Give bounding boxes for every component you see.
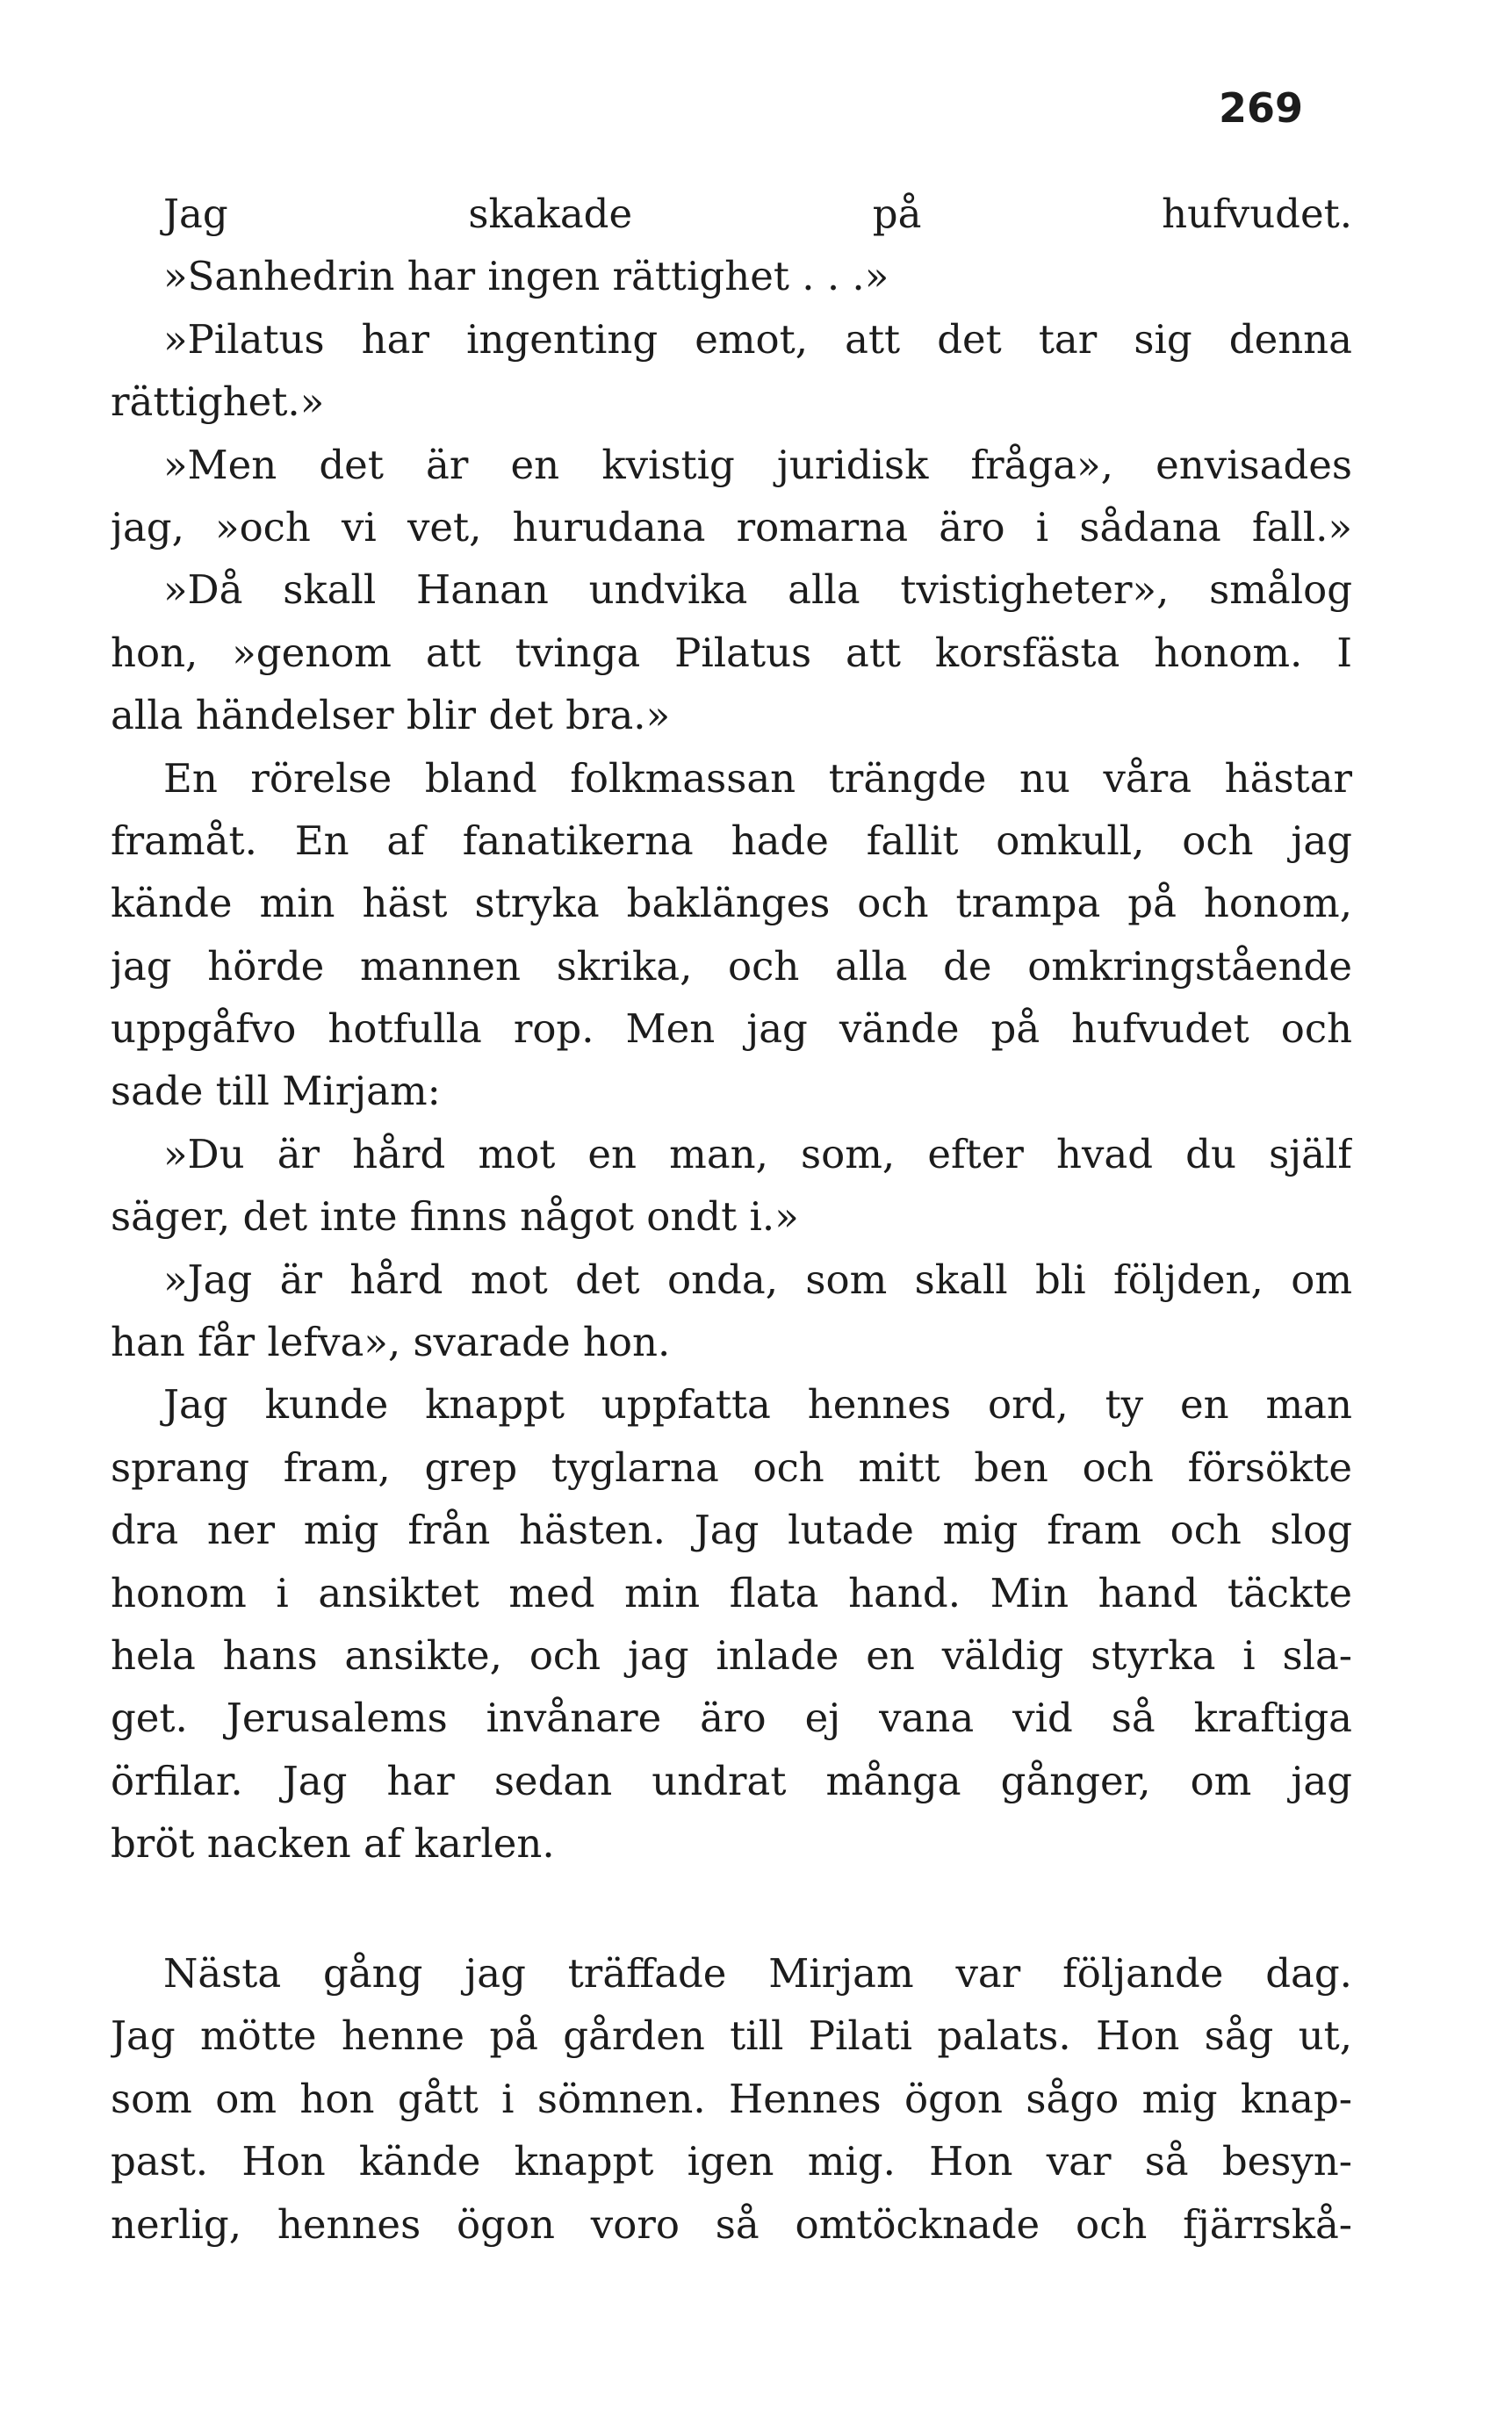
text-line: hon, »genom att tvinga Pilatus att korsfästa honom. I (111, 629, 1352, 676)
text-line: kände min häst stryka baklänges och trampa på honom, (111, 880, 1352, 927)
text-line: jag, »och vi vet, hurudana romarna äro i sådana fall.» (111, 503, 1352, 551)
text-line: rättighet.» (111, 378, 325, 426)
text-line: säger, det inte finns något ondt i.» (111, 1193, 799, 1241)
text-line: örfilar. Jag har sedan undrat många gånger, om jag (111, 1757, 1352, 1804)
text-line: som om hon gått i sömnen. Hennes ögon sågo mig knap- (111, 2075, 1352, 2122)
text-line: »Men det är en kvistig juridisk fråga», envisades (163, 441, 1352, 488)
text-line: Jag mötte henne på gården till Pilati palats. Hon såg ut, (111, 2012, 1352, 2060)
text-line: uppgåfvo hotfulla rop. Men jag vände på hufvudet och (111, 1005, 1352, 1053)
text-line: Jag skakade på hufvudet. (163, 191, 1352, 237)
text-line: nerlig, hennes ögon voro så omtöcknade och fjärrskå- (111, 2200, 1352, 2248)
text-line: Nästa gång jag träffade Mirjam var följande dag. (163, 1950, 1352, 1997)
second-text-block (111, 1942, 1352, 2256)
text-line: sade till Mirjam: (111, 1068, 441, 1115)
text-line: past. Hon kände knappt igen mig. Hon var så besyn- (111, 2138, 1352, 2185)
text-line: »Sanhedrin har ingen rättighet . . .» (163, 253, 889, 300)
text-line: framåt. En af fanatikerna hade fallit omkull, och jag (111, 817, 1352, 864)
text-line: bröt nacken af karlen. (111, 1820, 555, 1868)
text-line: »Du är hård mot en man, som, efter hvad du själf (163, 1130, 1352, 1177)
text-line: han får lefva», svarade hon. (111, 1319, 671, 1366)
text-line: hela hans ansikte, och jag inlade en väldig styrka i sla- (111, 1631, 1352, 1679)
text-line: honom i ansiktet med min flata hand. Min hand täckte (111, 1569, 1352, 1616)
text-line: get. Jerusalems invånare äro ej vana vid så kraftiga (111, 1695, 1352, 1742)
text-line: »Då skall Hanan undvika alla tvistigheter», smålog (163, 566, 1352, 614)
text-line: alla händelser blir det bra.» (111, 692, 671, 739)
text-line: En rörelse bland folkmassan trängde nu våra hästar (163, 754, 1352, 802)
text-line: sprang fram, grep tyglarna och mitt ben och försökte (111, 1443, 1352, 1491)
text-line: dra ner mig från hästen. Jag lutade mig fram och slog (111, 1507, 1352, 1554)
text-line: »Pilatus har ingenting emot, att det tar sig denna (163, 315, 1352, 363)
main-text-block (111, 183, 1352, 1875)
text-line: jag hörde mannen skrika, och alla de omkringstående (111, 942, 1352, 990)
page-number: 269 (1218, 84, 1303, 132)
text-line: »Jag är hård mot det onda, som skall bli följden, om (163, 1256, 1352, 1303)
text-line: Jag kunde knappt uppfatta hennes ord, ty en man (163, 1381, 1352, 1429)
